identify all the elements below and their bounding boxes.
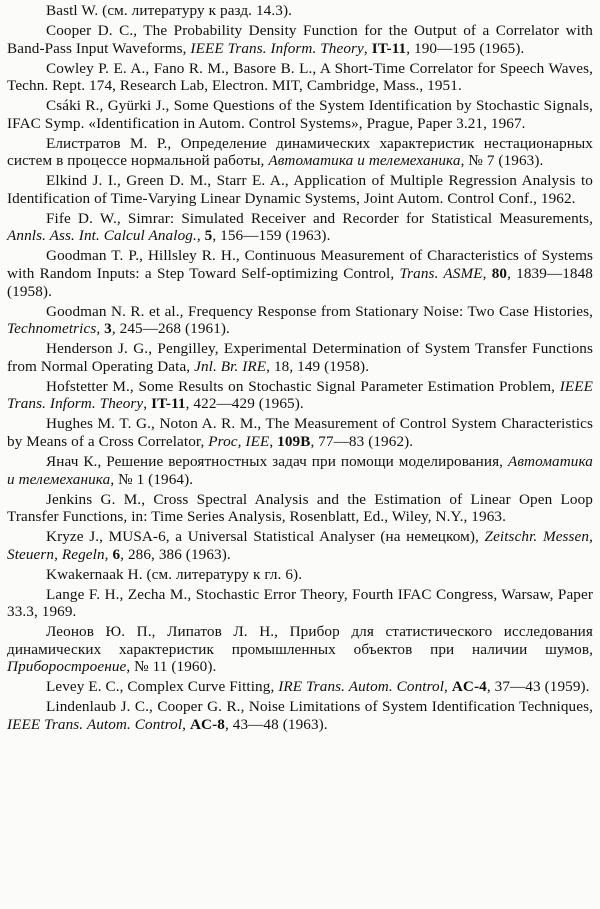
reference-text: Автоматика и телемеханика (268, 152, 461, 170)
reference-text: Lange F. H., Zecha M., Stochastic Error Theory, Fourth IFAC Congress, Warsaw, Paper 33.3, 1969. (7, 585, 593, 621)
reference-text: , 422—429 (1965). (185, 395, 304, 413)
reference-text: Trans. ASME (399, 265, 483, 283)
reference-text: Kryze J., MUSA-6, a Universal Statistical Analyser (на немецком), (46, 528, 485, 546)
reference-text: , № 11 (1960). (126, 658, 217, 676)
reference-entry (7, 60, 593, 95)
reference-entry (7, 172, 593, 207)
reference-text: Fife D. W., Simrar: Simulated Receiver and Recorder for Statistical Measurements, (46, 209, 593, 227)
reference-text: , 77—83 (1962). (310, 432, 414, 450)
reference-entry (7, 586, 593, 621)
reference-list (7, 2, 593, 736)
reference-text: Леонов Ю. П., Липатов Л. Н., Прибор для статистического исследования динамических характеристик промышленных объектов при наличии шумов, (7, 623, 593, 658)
reference-text: , (196, 227, 205, 245)
reference-text: Hofstetter M., Some Results on Stochastic Signal Parameter Estimation Problem, (46, 377, 560, 395)
reference-text: , 190—195 (1965). (406, 39, 525, 57)
reference-text: , 18, 149 (1958). (266, 357, 370, 375)
reference-text: Technometrics (7, 320, 97, 338)
reference-text: Proc, IEE (208, 432, 270, 450)
reference-entry (7, 678, 593, 696)
reference-text: Henderson J. G., Pengilley, Experimental Determination of System Transfer Functions from Normal Operating Data, (7, 340, 593, 375)
reference-text: IT-11 (371, 39, 407, 57)
reference-text: Levey E. C., Complex Curve Fitting, (46, 678, 279, 696)
reference-entry (7, 340, 593, 375)
reference-entry (7, 247, 593, 300)
reference-text: 6 (112, 545, 121, 563)
reference-text: Elkind J. I., Green D. M., Starr E. A., Application of Multiple Regression Analysis to Identification of Time-Varying Linear Dynamic Systems, Joint Autom. Control Conf., 1962. (7, 172, 593, 207)
reference-entry (7, 698, 593, 733)
reference-text: Cooper D. C., The Probability Density Function for the Output of a Correlator with Band-Pass Input Waveforms, (7, 21, 593, 57)
reference-text: Csáki R., Gyürki J., Some Questions of the System Identification by Stochastic Signals, IFAC Symp. «Identification in Autom. Control Systems», Prague, Paper 3.21, 1967. (7, 97, 593, 132)
reference-entry (7, 415, 593, 450)
reference-text: , (363, 39, 372, 57)
reference-text: , (182, 715, 190, 733)
reference-text: Cowley P. E. A., Fano R. M., Basore B. L., A Short-Time Correlator for Speech Waves, Techn. Rept. 174, Research Lab, Electron. MIT, Cambridge, Mass., 1951. (7, 59, 593, 95)
reference-text: , (143, 395, 152, 413)
reference-text: 80 (491, 265, 508, 283)
reference-text: Автоматика и телемеханика (7, 452, 593, 488)
reference-text: 5 (204, 227, 213, 245)
reference-text: IT-11 (151, 395, 186, 413)
reference-text: , 1839—1848 (1958). (7, 265, 594, 300)
reference-text: , 156—159 (1963). (212, 227, 331, 245)
reference-text: , 43—48 (1963). (224, 715, 328, 733)
reference-text: , 37—43 (1959). (486, 678, 590, 696)
reference-entry (7, 2, 593, 20)
reference-entry (7, 97, 593, 132)
reference-text: , (104, 545, 113, 563)
reference-text: Zeitschr. Messen, Steuern, Regeln (7, 528, 593, 563)
reference-text: Lindenlaub J. C., Cooper G. R., Noise Limitations of System Identification Techniques, (46, 698, 593, 716)
reference-text: , № 1 (1964). (110, 470, 194, 488)
reference-text: Kwakernaak H. (см. литературу к гл. 6). (46, 565, 303, 583)
reference-text: IEEE Trans. Inform. Theory (7, 377, 593, 413)
reference-text: Goodman T. P., Hillsley R. H., Continuous Measurement of Characteristics of Systems with Random Inputs: a Step Toward Self-optimizing Control, (7, 247, 593, 283)
reference-text: 3 (104, 320, 112, 338)
reference-text: IEEE Trans. Autom. Control (7, 715, 183, 733)
reference-entry (7, 623, 593, 676)
reference-text: , (269, 432, 278, 450)
reference-text: , (444, 678, 452, 696)
reference-text: Annls. Ass. Int. Calcul Analog. (7, 227, 197, 245)
reference-text: AC-8 (189, 715, 225, 733)
reference-text: 109B (277, 432, 311, 450)
reference-entry (7, 303, 593, 338)
reference-entry (7, 566, 593, 584)
reference-entry (7, 378, 593, 413)
reference-text: , (482, 265, 492, 283)
reference-text: , 286, 386 (1963). (120, 545, 231, 563)
reference-text: Jenkins G. M., Cross Spectral Analysis and the Estimation of Linear Open Loop Transfer Functions, in: Time Series Analysis, Rosenblatt, Ed., Wiley, N.Y., 1963. (7, 490, 593, 526)
reference-text: , 245—268 (1961). (111, 320, 230, 338)
reference-text: Jnl. Br. IRE (194, 357, 267, 375)
reference-entry (7, 528, 593, 563)
reference-text: Приборостроение (7, 658, 127, 676)
reference-text: IEEE Trans. Inform. Theory (190, 39, 364, 57)
reference-entry (7, 210, 593, 245)
reference-text: , № 7 (1963). (460, 152, 544, 170)
reference-text: Goodman N. R. et al., Frequency Response from Stationary Noise: Two Case Histories, (46, 302, 593, 320)
reference-text: , (96, 320, 105, 338)
reference-entry (7, 491, 593, 526)
reference-entry (7, 453, 593, 488)
reference-entry (7, 135, 593, 170)
reference-text: AC-4 (451, 678, 487, 696)
reference-entry (7, 22, 593, 57)
reference-text: Янач К., Решение вероятностных задач при помощи моделирования, (46, 452, 508, 470)
reference-text: Bastl W. (см. литературу к разд. 14.3). (46, 2, 293, 19)
reference-text: IRE Trans. Autom. Control (278, 678, 445, 696)
reference-text: Hughes M. T. G., Noton A. R. M., The Measurement of Control System Characteristics by Means of a Cross Correlator, (7, 415, 593, 450)
reference-text: Елистратов М. Р., Определение динамических характеристик нестационарных систем в процессе нормальной работы, (7, 134, 593, 170)
